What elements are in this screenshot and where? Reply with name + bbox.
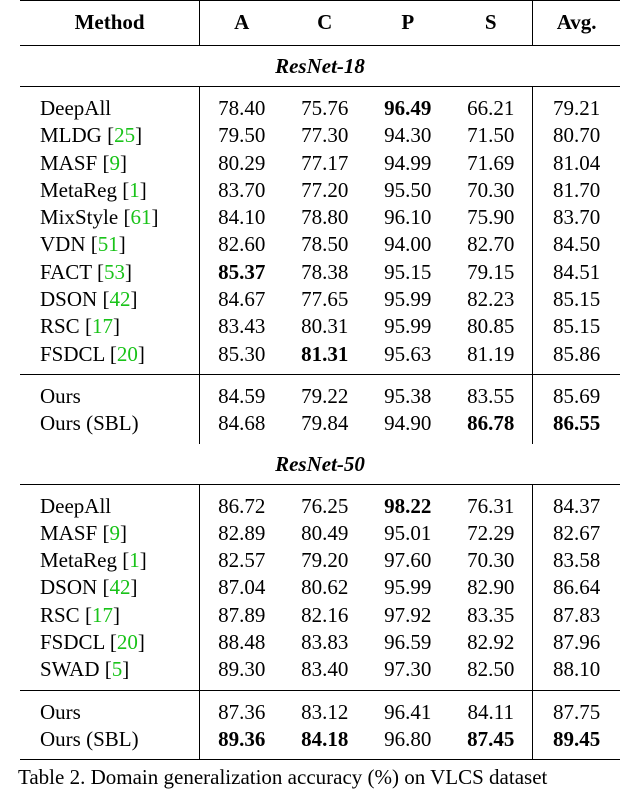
value-a: 83.70	[200, 177, 284, 204]
table-row	[20, 629, 620, 656]
table-row	[20, 656, 620, 690]
header-row	[20, 1, 620, 46]
value-s: 82.23	[467, 287, 515, 312]
table-row	[20, 484, 620, 520]
value-c: 78.80	[301, 205, 349, 230]
method-cell: RSC [17]	[40, 314, 120, 339]
value-s: 70.30	[467, 548, 515, 573]
citation-link[interactable]: 9	[109, 520, 120, 545]
value-s: 83.55	[467, 383, 515, 408]
method-name: MASF	[40, 520, 98, 545]
value-s: 80.85	[467, 314, 515, 339]
method-cell	[20, 374, 200, 410]
value-c: 78.38	[301, 259, 349, 284]
method-name: Ours	[40, 699, 81, 724]
value-p: 95.50	[384, 177, 432, 202]
table-row	[20, 602, 620, 629]
value-c: 81.31	[283, 341, 366, 375]
table-row	[20, 726, 620, 760]
method-name: MixStyle	[40, 205, 119, 230]
value-avg: 81.70	[533, 177, 620, 204]
value-avg: 83.70	[533, 204, 620, 231]
method-cell: MixStyle [61]	[40, 205, 159, 230]
method-name: MetaReg	[40, 548, 117, 573]
method-name: MLDG	[40, 123, 102, 148]
value-a: 80.29	[200, 150, 284, 177]
value-avg: 83.58	[533, 547, 620, 574]
value-s: 84.11	[467, 699, 514, 724]
value-a: 84.68	[200, 410, 284, 443]
section-title: ResNet-50	[20, 444, 620, 485]
method-name: DeepAll	[40, 493, 112, 518]
value-a: 87.36	[200, 690, 284, 726]
section-header-row	[20, 444, 620, 485]
value-p: 96.41	[384, 699, 432, 724]
value-s: 70.30	[467, 177, 515, 202]
value-s: 72.29	[467, 520, 515, 545]
citation-link[interactable]: 42	[109, 287, 131, 312]
value-a: 78.40	[200, 87, 284, 123]
method-name: VDN	[40, 232, 86, 257]
table-row	[20, 520, 620, 547]
table-row	[20, 87, 620, 123]
citation-link[interactable]: 42	[109, 575, 131, 600]
value-avg: 88.10	[533, 656, 620, 690]
value-p: 95.63	[366, 341, 449, 375]
value-c: 79.20	[301, 548, 349, 573]
method-cell: MASF [9]	[40, 150, 127, 175]
method-cell	[20, 690, 200, 726]
value-p: 96.10	[384, 205, 432, 230]
value-s: 83.35	[467, 602, 515, 627]
method-cell: VDN [51]	[40, 232, 126, 257]
method-name: Ours (SBL)	[40, 411, 139, 436]
value-c: 80.62	[301, 575, 349, 600]
value-p: 95.99	[384, 314, 432, 339]
method-name: FSDCL	[40, 630, 105, 655]
citation-link[interactable]: 20	[116, 341, 138, 366]
citation-link[interactable]: 53	[104, 259, 125, 284]
table-row	[20, 313, 620, 340]
value-avg: 81.04	[533, 150, 620, 177]
value-avg: 84.51	[533, 259, 620, 286]
citation-link[interactable]: 25	[114, 123, 136, 148]
value-p: 94.90	[384, 411, 432, 436]
method-name: DSON	[40, 287, 98, 312]
citation-link[interactable]: 17	[91, 314, 113, 339]
value-s: 71.69	[467, 150, 515, 175]
results-table	[20, 0, 620, 760]
value-p: 94.99	[384, 150, 432, 175]
method-name: RSC	[40, 314, 80, 339]
section-title: ResNet-18	[20, 46, 620, 87]
value-avg: 85.15	[533, 313, 620, 340]
value-avg: 85.69	[533, 374, 620, 410]
value-avg: 89.45	[533, 726, 620, 760]
value-avg: 86.55	[533, 410, 620, 443]
value-p: 95.15	[384, 259, 432, 284]
method-cell	[20, 410, 200, 443]
value-c: 80.31	[301, 314, 349, 339]
method-cell: FSDCL [20]	[40, 630, 145, 655]
table-row	[20, 341, 620, 375]
method-cell: SWAD [5]	[20, 656, 200, 690]
value-s: 82.90	[467, 575, 515, 600]
section-header-row	[20, 46, 620, 87]
value-s: 75.90	[467, 205, 515, 230]
method-cell: FACT [53]	[40, 259, 132, 284]
value-c: 77.20	[301, 177, 349, 202]
method-cell: MASF [9]	[40, 520, 127, 545]
value-p: 95.99	[384, 575, 432, 600]
value-avg: 80.70	[533, 122, 620, 149]
citation-link[interactable]: 20	[116, 630, 138, 655]
method-cell: RSC [17]	[40, 602, 120, 627]
value-a: 82.89	[200, 520, 284, 547]
citation-link[interactable]: 61	[130, 205, 152, 230]
value-a: 85.37	[200, 259, 284, 286]
citation-link[interactable]: 1	[129, 177, 140, 202]
value-a: 89.30	[200, 656, 284, 690]
value-s: 76.31	[467, 493, 515, 518]
method-cell	[20, 484, 200, 520]
citation-link[interactable]: 5	[111, 657, 123, 682]
method-name: Ours (SBL)	[40, 726, 139, 751]
table-row	[20, 177, 620, 204]
table-row	[20, 374, 620, 410]
value-c: 84.18	[283, 726, 366, 760]
value-c: 76.25	[301, 493, 349, 518]
header-avg: Avg.	[533, 1, 620, 46]
value-c: 75.76	[301, 96, 349, 120]
value-a: 82.60	[200, 231, 284, 258]
value-s: 86.78	[467, 411, 515, 436]
header-a: A	[200, 1, 284, 46]
table-row	[20, 259, 620, 286]
value-a: 84.10	[200, 204, 284, 231]
value-avg: 87.96	[533, 629, 620, 656]
method-name: FSDCL	[40, 341, 105, 366]
value-p: 97.60	[384, 548, 432, 573]
table-row	[20, 231, 620, 258]
value-a: 83.43	[200, 313, 284, 340]
value-a: 79.50	[200, 122, 284, 149]
method-name: RSC	[40, 602, 80, 627]
method-cell: FSDCL [20]	[20, 341, 200, 375]
table-body	[20, 46, 620, 760]
value-s: 81.19	[449, 341, 533, 375]
value-c: 78.50	[301, 232, 349, 257]
method-cell	[20, 726, 200, 760]
value-p: 94.00	[384, 232, 432, 257]
value-a: 86.72	[200, 484, 284, 520]
value-avg: 84.37	[533, 484, 620, 520]
citation-link[interactable]: 9	[109, 150, 120, 175]
value-p: 96.59	[384, 630, 432, 655]
value-a: 88.48	[200, 629, 284, 656]
value-c: 83.83	[301, 630, 349, 655]
method-cell: DSON [42]	[40, 287, 138, 312]
value-c: 83.12	[301, 699, 349, 724]
value-s: 66.21	[467, 96, 515, 120]
method-name: MetaReg	[40, 177, 117, 202]
table-row	[20, 574, 620, 601]
table-caption: Table 2. Domain generalization accuracy (%) on VLCS dataset	[18, 765, 548, 789]
method-name: DeepAll	[40, 96, 112, 120]
value-c: 77.30	[301, 123, 349, 148]
value-s: 87.45	[449, 726, 533, 760]
value-p: 96.49	[384, 96, 432, 120]
value-c: 80.49	[301, 520, 349, 545]
citation-link[interactable]: 51	[97, 232, 119, 257]
table-row	[20, 690, 620, 726]
value-s: 82.50	[449, 656, 533, 690]
value-a: 84.59	[200, 374, 284, 410]
method-name: MASF	[40, 150, 98, 175]
method-cell: MetaReg [1]	[40, 177, 147, 202]
method-cell: MLDG [25]	[40, 123, 143, 148]
value-p: 95.38	[384, 383, 432, 408]
table-row	[20, 286, 620, 313]
value-avg: 82.67	[533, 520, 620, 547]
value-avg: 87.75	[533, 690, 620, 726]
method-name: FACT	[40, 259, 92, 284]
method-cell: MetaReg [1]	[40, 548, 147, 573]
value-p: 98.22	[384, 493, 432, 518]
method-name: DSON	[40, 575, 98, 600]
value-a: 82.57	[200, 547, 284, 574]
value-s: 71.50	[467, 123, 515, 148]
value-avg: 85.86	[533, 341, 620, 375]
value-a: 87.04	[200, 574, 284, 601]
value-p: 96.80	[366, 726, 449, 760]
value-c: 82.16	[301, 602, 349, 627]
header-c: C	[283, 1, 366, 46]
citation-link[interactable]: 1	[129, 548, 140, 573]
table-row	[20, 410, 620, 443]
table-row	[20, 122, 620, 149]
header-p: P	[366, 1, 449, 46]
header-method: Method	[20, 1, 200, 46]
value-s: 82.92	[467, 630, 515, 655]
value-avg: 84.50	[533, 231, 620, 258]
table-row	[20, 547, 620, 574]
value-c: 79.84	[301, 411, 349, 436]
method-name: Ours	[40, 383, 81, 408]
value-p: 95.01	[384, 520, 432, 545]
value-p: 97.30	[366, 656, 449, 690]
value-c: 77.17	[301, 150, 349, 175]
value-a: 87.89	[200, 602, 284, 629]
value-a: 89.36	[200, 726, 284, 760]
value-c: 79.22	[301, 383, 349, 408]
value-p: 97.92	[384, 602, 432, 627]
value-avg: 86.64	[533, 574, 620, 601]
method-cell: DSON [42]	[40, 575, 138, 600]
table-row	[20, 204, 620, 231]
value-c: 83.40	[283, 656, 366, 690]
value-a: 84.67	[200, 286, 284, 313]
value-avg: 85.15	[533, 286, 620, 313]
value-a: 85.30	[200, 341, 284, 375]
table-row	[20, 150, 620, 177]
value-p: 94.30	[384, 123, 432, 148]
value-avg: 87.83	[533, 602, 620, 629]
value-p: 95.99	[384, 287, 432, 312]
header-s: S	[449, 1, 533, 46]
value-c: 77.65	[301, 287, 349, 312]
value-s: 79.15	[467, 259, 515, 284]
method-name: SWAD	[40, 657, 100, 682]
value-s: 82.70	[467, 232, 515, 257]
value-avg: 79.21	[533, 87, 620, 123]
method-cell	[20, 87, 200, 123]
citation-link[interactable]: 17	[91, 602, 113, 627]
